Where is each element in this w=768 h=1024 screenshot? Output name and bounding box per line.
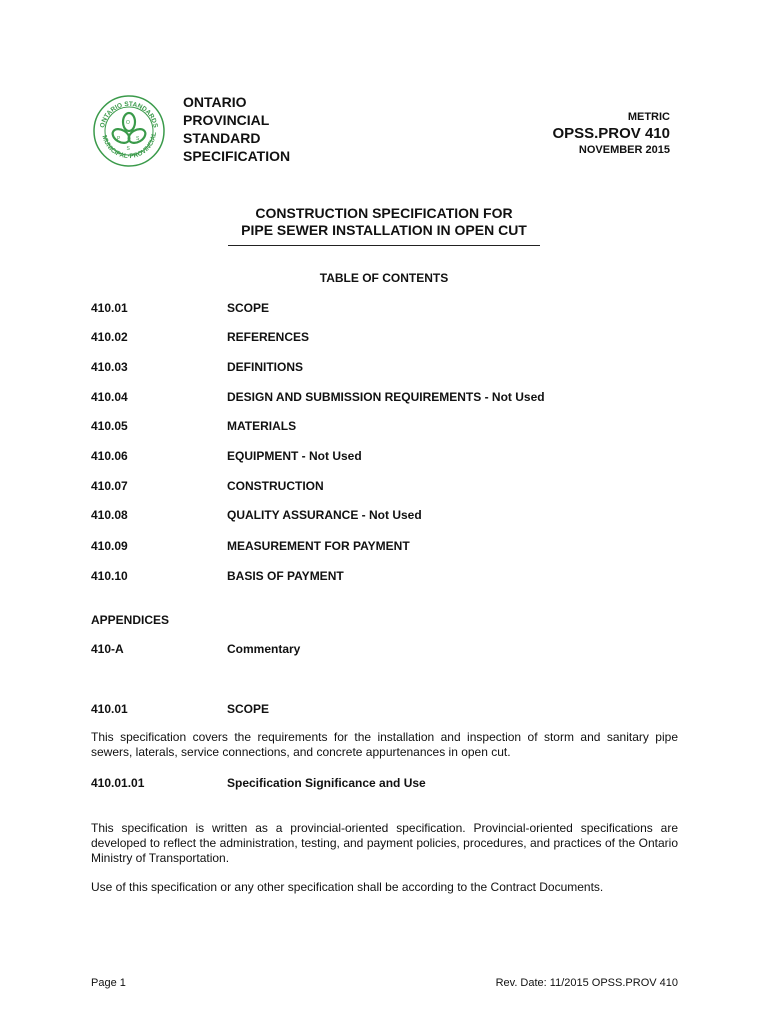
toc-item	[91, 359, 691, 375]
opss-seal-logo	[92, 94, 166, 168]
org-line: ONTARIO	[183, 94, 247, 110]
svg-text:S: S	[126, 146, 130, 152]
toc-item	[91, 507, 691, 523]
scope-paragraph: This specification covers the requirements for the installation and inspection of storm and sanitary pipe sewers, laterals, service connections, and concrete appurtenances in open cut.	[91, 730, 678, 759]
toc-item	[91, 448, 691, 464]
toc-item-number: 410.02	[91, 330, 128, 344]
toc-item-text: DEFINITIONS	[227, 360, 304, 374]
org-line: PROVINCIAL	[183, 112, 270, 128]
svg-text:S: S	[136, 136, 140, 142]
toc-item-number: 410.04	[91, 390, 128, 404]
document-title-line-2: PIPE SEWER INSTALLATION IN OPEN CUT	[241, 222, 527, 238]
svg-text:ONTARIO STANDARDS: ONTARIO STANDARDS	[99, 100, 159, 129]
svg-text:MUNICIPAL·PROVINCIAL: MUNICIPAL·PROVINCIAL	[100, 131, 159, 161]
toc-item	[91, 300, 691, 316]
revision-info: Rev. Date: 11/2015 OPSS.PROV 410	[495, 977, 678, 989]
toc-item-number: 410.03	[91, 360, 128, 374]
toc-item-number: 410.10	[91, 569, 128, 583]
toc-item-text: BASIS OF PAYMENT	[227, 569, 344, 583]
toc-item-text: DESIGN AND SUBMISSION REQUIREMENTS - Not Used	[227, 390, 545, 404]
subsection-heading-significance	[91, 775, 691, 791]
title-underline	[228, 245, 540, 246]
svg-text:O: O	[126, 120, 130, 126]
toc-item	[91, 329, 691, 345]
toc-item	[91, 478, 691, 494]
toc-item	[91, 418, 691, 434]
subsection-number: 410.01.01	[91, 776, 145, 790]
section-number: 410.01	[91, 702, 128, 716]
section-heading-scope	[91, 701, 691, 717]
spec-code: OPSS.PROV 410	[552, 125, 670, 142]
toc-item	[91, 389, 691, 405]
toc-item-text: SCOPE	[227, 301, 270, 315]
toc-item-number: 410.08	[91, 508, 128, 522]
org-line: STANDARD	[183, 130, 261, 146]
organization-name	[183, 93, 290, 165]
toc-item-text: MATERIALS	[227, 419, 297, 433]
appendix-item-text: Commentary	[227, 642, 301, 656]
spec-date: NOVEMBER 2015	[578, 144, 670, 156]
toc-item-text: EQUIPMENT - Not Used	[227, 449, 362, 463]
document-title-line-1: CONSTRUCTION SPECIFICATION FOR	[255, 205, 513, 221]
appendices-heading-text: APPENDICES	[91, 613, 170, 627]
metric-label: METRIC	[627, 111, 670, 123]
svg-text:P: P	[117, 136, 121, 142]
subsection-title: Specification Significance and Use	[227, 776, 426, 790]
toc-item	[91, 538, 691, 554]
toc-item-number: 410.09	[91, 539, 128, 553]
appendices-heading	[91, 612, 691, 628]
page-number: Page 1	[91, 977, 126, 989]
section-title: SCOPE	[227, 702, 270, 716]
appendix-item	[91, 641, 691, 657]
org-line: SPECIFICATION	[183, 148, 291, 164]
toc-heading: TABLE OF CONTENTS	[319, 271, 449, 285]
toc-item-number: 410.01	[91, 301, 128, 315]
toc-item-number: 410.05	[91, 419, 128, 433]
toc-item-number: 410.07	[91, 479, 128, 493]
toc-item-text: QUALITY ASSURANCE - Not Used	[227, 508, 422, 522]
toc-item-text: CONSTRUCTION	[227, 479, 324, 493]
toc-item-text: MEASUREMENT FOR PAYMENT	[227, 539, 410, 553]
significance-paragraph-1: This specification is written as a provincial-oriented specification. Provincial-oriented specifications are developed to reflect the administration, testing, and payment policies, procedures, and practices of the Ontario Ministry of Transportation.	[91, 821, 678, 865]
toc-item	[91, 568, 691, 584]
appendix-item-number: 410-A	[91, 642, 124, 656]
significance-paragraph-2: Use of this specification or any other specification shall be according to the Contract Documents.	[91, 880, 604, 894]
toc-item-number: 410.06	[91, 449, 128, 463]
toc-item-text: REFERENCES	[227, 330, 310, 344]
